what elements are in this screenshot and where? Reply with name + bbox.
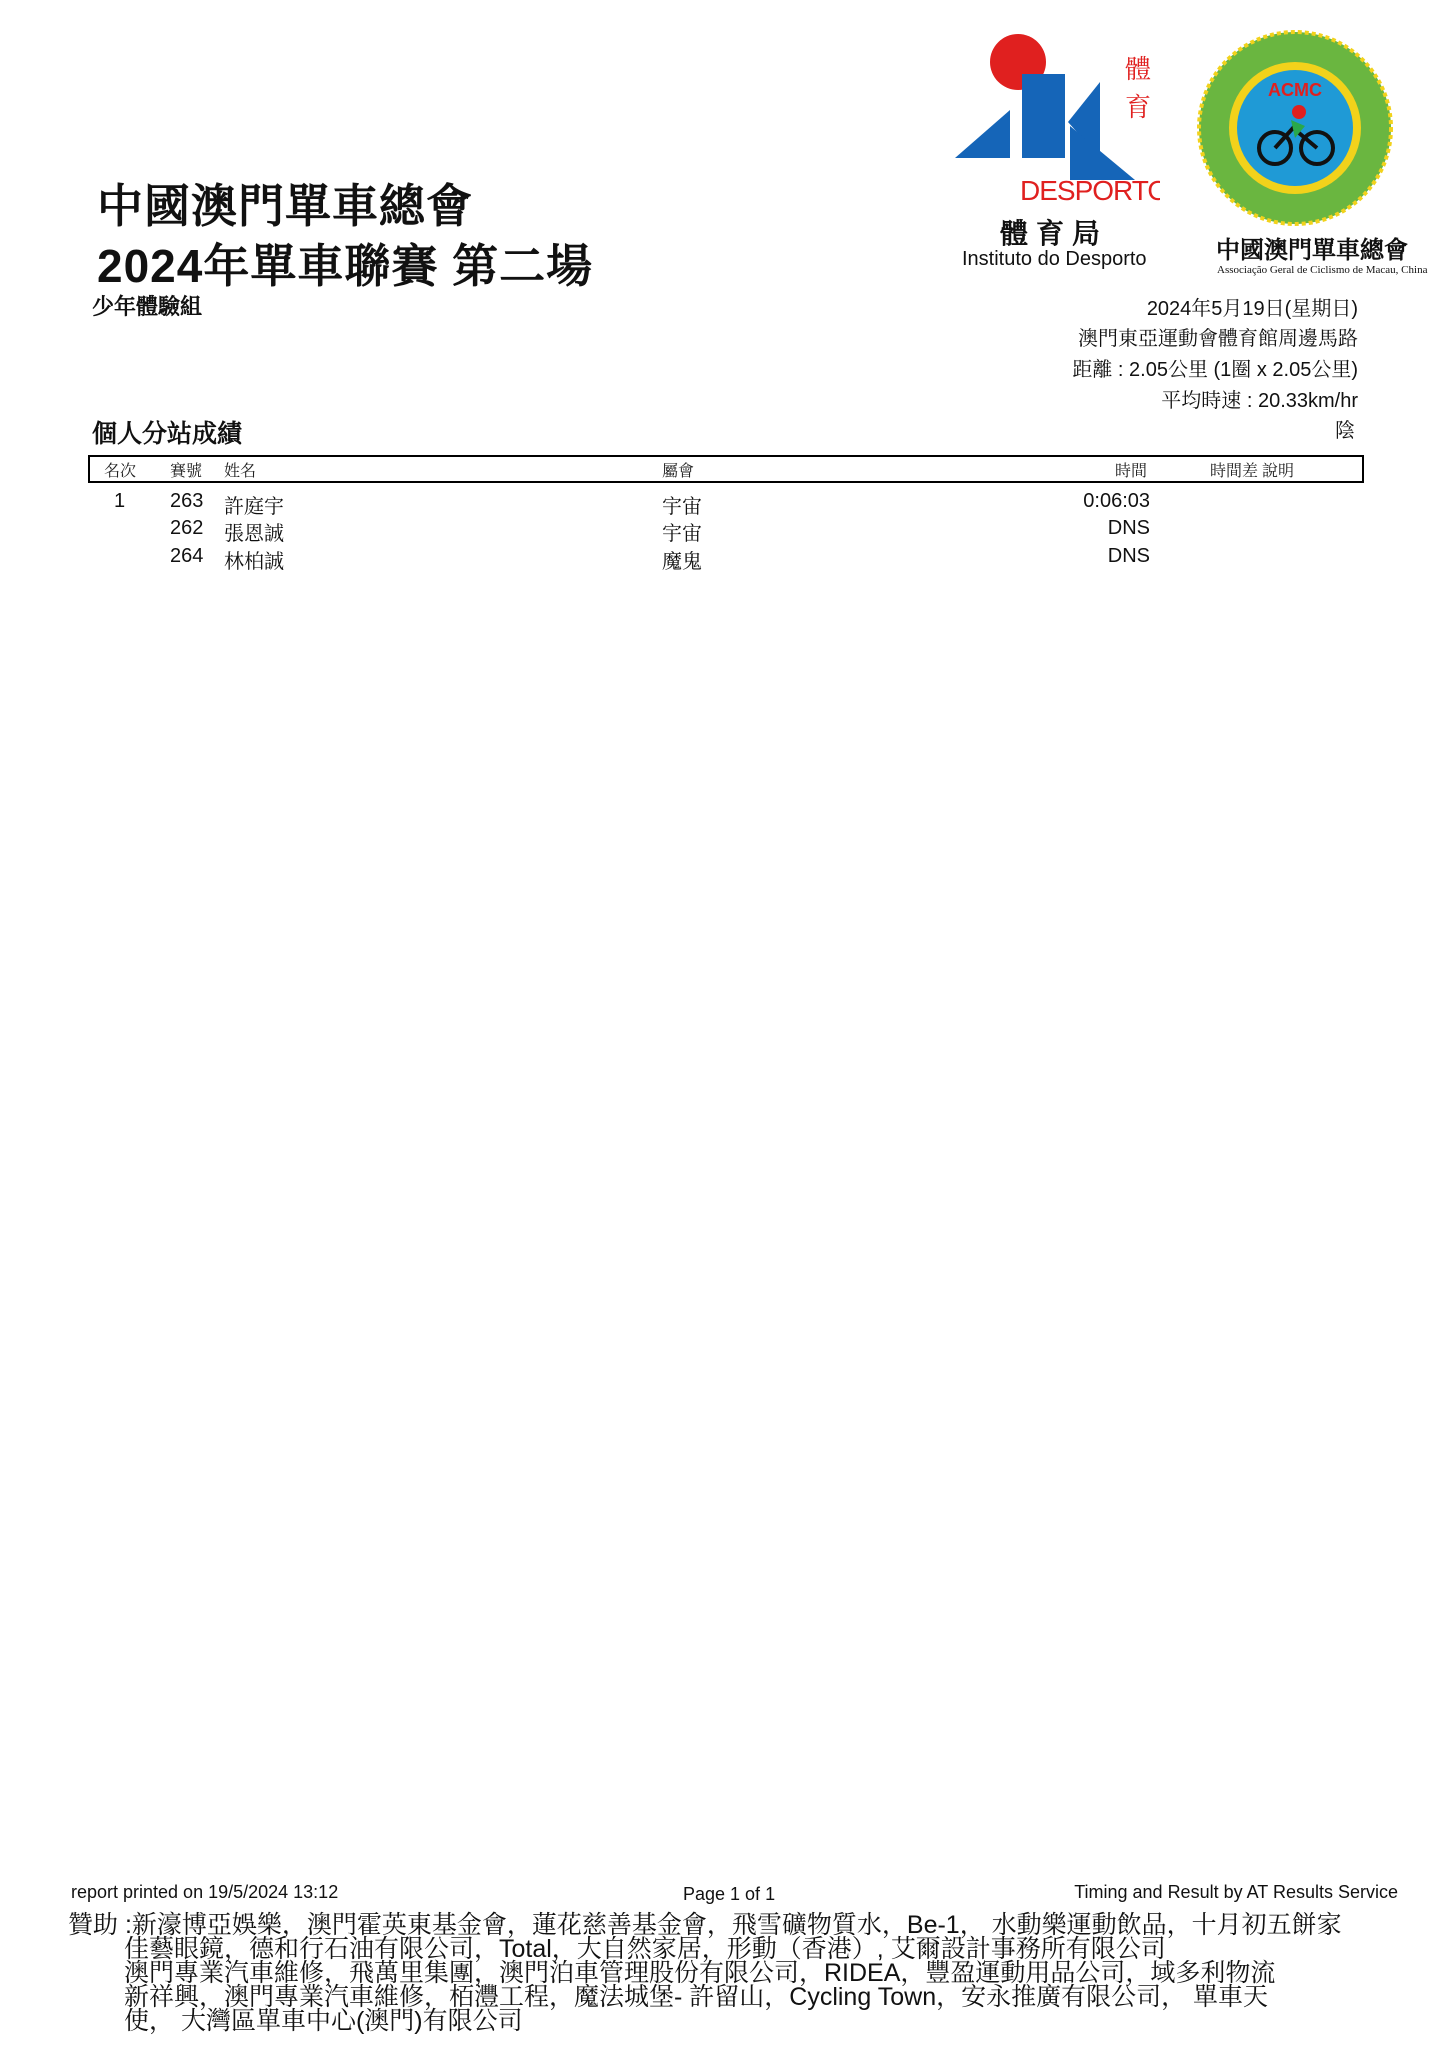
row-bib: 264 (170, 545, 204, 567)
page-number: Page 1 of 1 (683, 1884, 776, 1904)
id-name-pt: Instituto do Desporto (962, 248, 1147, 270)
row-name: 許庭宇 (224, 496, 284, 518)
id-brand-text: DESPORTO (1020, 175, 1160, 206)
row-club: 宇宙 (662, 523, 702, 545)
sponsor-line: 贊助 :新濠博亞娛樂，澳門霍英東基金會，蓮花慈善基金會，飛雪礦物質水，Be-1， 水動樂運動飲品，十月初五餅家 (68, 1911, 1342, 1939)
id-side-text-1: 體 (1125, 54, 1152, 84)
row-bib: 262 (170, 517, 204, 539)
row-club: 宇宙 (662, 496, 702, 518)
sponsor-line: 使， 大灣區單車中心(澳門)有限公司 (124, 2007, 523, 2035)
col-header-name: 姓名 (224, 463, 257, 480)
row-rank: 1 (114, 490, 126, 512)
results-header-box (88, 455, 1364, 483)
col-header-gap: 時間差 (1210, 463, 1259, 480)
acmc-name-pt: Associação Geral de Ciclismo de Macau, China (1217, 264, 1428, 276)
col-header-rank: 名次 (104, 463, 137, 480)
col-header-club: 屬會 (662, 463, 695, 480)
sponsor-line: 澳門專業汽車維修，飛萬里集團，澳門泊車管理股份有限公司，RIDEA，豐盈運動用品公司，域多利物流 (124, 1959, 1276, 1987)
row-time: DNS (1107, 517, 1150, 539)
col-header-note: 說明 (1262, 463, 1295, 480)
org-title: 中國澳門單車總會 (97, 180, 473, 232)
race-venue: 澳門東亞運動會體育館周邊馬路 (1078, 328, 1358, 350)
race-avg-speed: 平均時速 : 20.33km/hr (1161, 390, 1358, 412)
sponsor-line: 新祥興，澳門專業汽車維修，栢灃工程，魔法城堡- 許留山，Cycling Town，安永推廣有限公司， 單車天 (124, 1983, 1269, 2011)
acmc-name-zh: 中國澳門單車總會 (1216, 238, 1408, 264)
id-side-text-2: 育 (1125, 92, 1152, 122)
row-club: 魔鬼 (662, 551, 702, 573)
col-header-bib: 賽號 (170, 463, 203, 480)
id-name-zh: 體育局 (1000, 218, 1109, 249)
event-title: 2024年單車聯賽 第二場 (97, 240, 594, 292)
row-name: 林柏誠 (224, 551, 284, 573)
race-date: 2024年5月19日(星期日) (1146, 298, 1358, 320)
row-time: 0:06:03 (1083, 490, 1150, 512)
col-header-time: 時間 (1115, 463, 1148, 480)
timing-credit: Timing and Result by AT Results Service (1074, 1882, 1398, 1902)
sponsor-line: 佳藝眼鏡，德和行石油有限公司，Total，大自然家居，形動（香港）, 艾爾設計事務所有限公司 (124, 1935, 1166, 1963)
row-bib: 263 (170, 490, 204, 512)
report-printed: report printed on 19/5/2024 13:12 (71, 1882, 339, 1902)
row-time: DNS (1107, 545, 1150, 567)
race-weather: 陰 (1335, 420, 1355, 442)
category-label: 少年體驗組 (92, 294, 203, 319)
results-section-title: 個人分站成績 (92, 420, 243, 448)
row-name: 張恩誠 (224, 523, 284, 545)
race-distance: 距離 : 2.05公里 (1圈 x 2.05公里) (1072, 359, 1358, 381)
acmc-badge-text: ACMC (1268, 80, 1322, 100)
